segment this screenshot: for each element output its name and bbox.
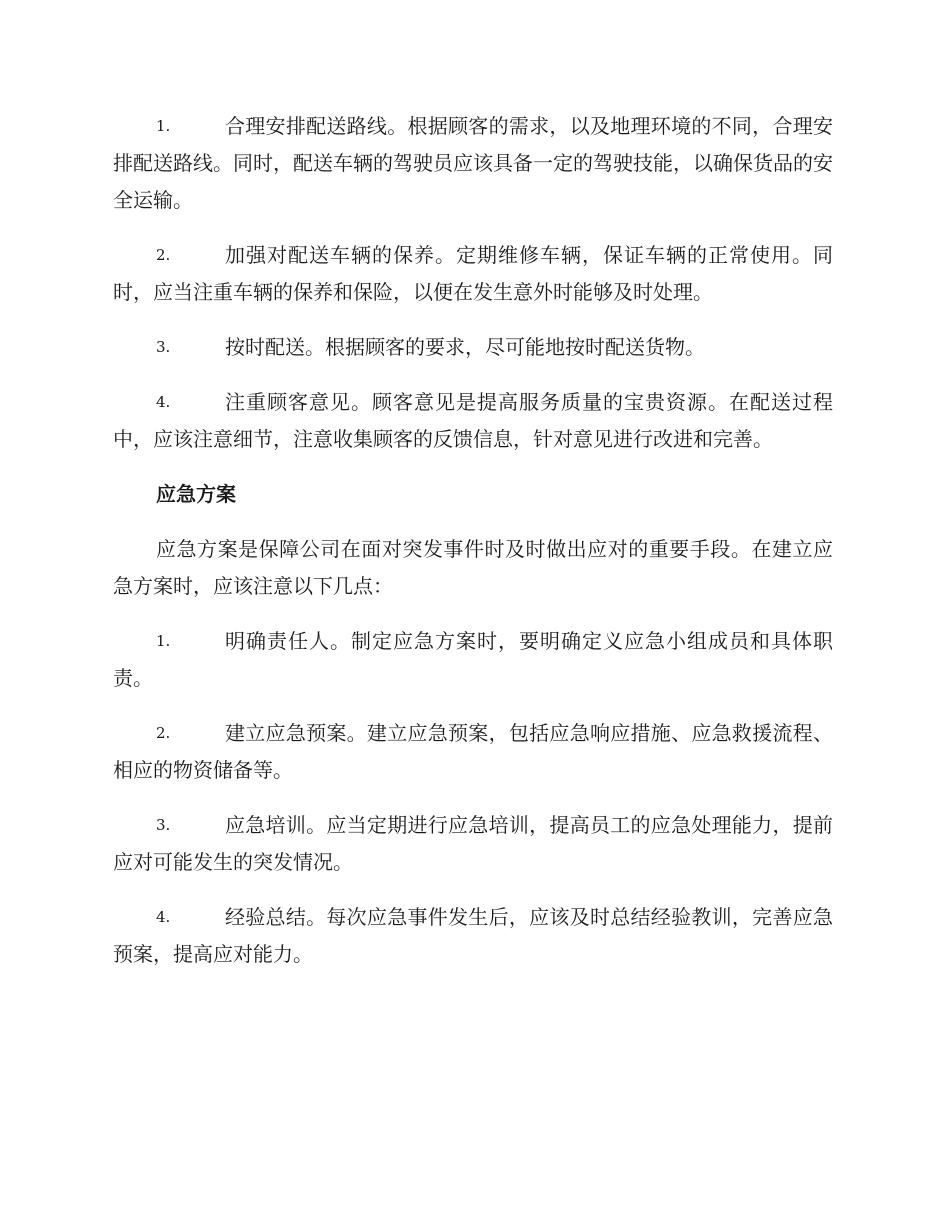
list-item-text: 应急培训。应当定期进行应急培训，提高员工的应急处理能力，提前应对可能发生的突发情况。 (113, 813, 833, 874)
list-item-text: 合理安排配送路线。根据顾客的需求，以及地理环境的不同，合理安排配送路线。同时，配送车辆的驾驶员应该具备一定的驾驶技能，以确保货品的安全运输。 (113, 114, 833, 212)
list-item-number: 2. (156, 246, 171, 264)
section-heading: 应急方案 (156, 482, 236, 506)
list-item-text: 经验总结。每次应急事件发生后，应该及时总结经验教训，完善应急预案，提高应对能力。 (113, 905, 833, 966)
list-item-text: 按时配送。根据顾客的要求，尽可能地按时配送货物。 (225, 335, 705, 359)
document-page (113, 108, 833, 991)
list-item-number: 3. (156, 338, 171, 356)
list-item (113, 715, 833, 789)
intro-paragraph: 应急方案是保障公司在面对突发事件时及时做出应对的重要手段。在建立应急方案时，应该注意以下几点： (113, 537, 833, 598)
list-item-text: 注重顾客意见。顾客意见是提高服务质量的宝贵资源。在配送过程中，应该注意细节，注意收集顾客的反馈信息，针对意见进行改进和完善。 (113, 390, 833, 451)
list-item (113, 384, 833, 458)
list-item (113, 807, 833, 881)
list-item (113, 329, 833, 366)
list-item-number: 3. (156, 816, 171, 834)
list-item-number: 2. (156, 724, 171, 742)
list-item-text: 加强对配送车辆的保养。定期维修车辆，保证车辆的正常使用。同时，应当注重车辆的保养和保险，以便在发生意外时能够及时处理。 (113, 243, 833, 304)
list-item (113, 623, 833, 697)
list-item-number: 1. (156, 117, 171, 135)
list-item (113, 899, 833, 973)
list-item-text: 建立应急预案。建立应急预案，包括应急响应措施、应急救援流程、相应的物资储备等。 (113, 721, 833, 782)
list-item-text: 明确责任人。制定应急方案时，要明确定义应急小组成员和具体职责。 (113, 629, 833, 690)
list-item-number: 1. (156, 632, 171, 650)
list-item (113, 108, 833, 219)
list-item (113, 237, 833, 311)
list-item-number: 4. (156, 393, 171, 411)
list-item-number: 4. (156, 908, 171, 926)
